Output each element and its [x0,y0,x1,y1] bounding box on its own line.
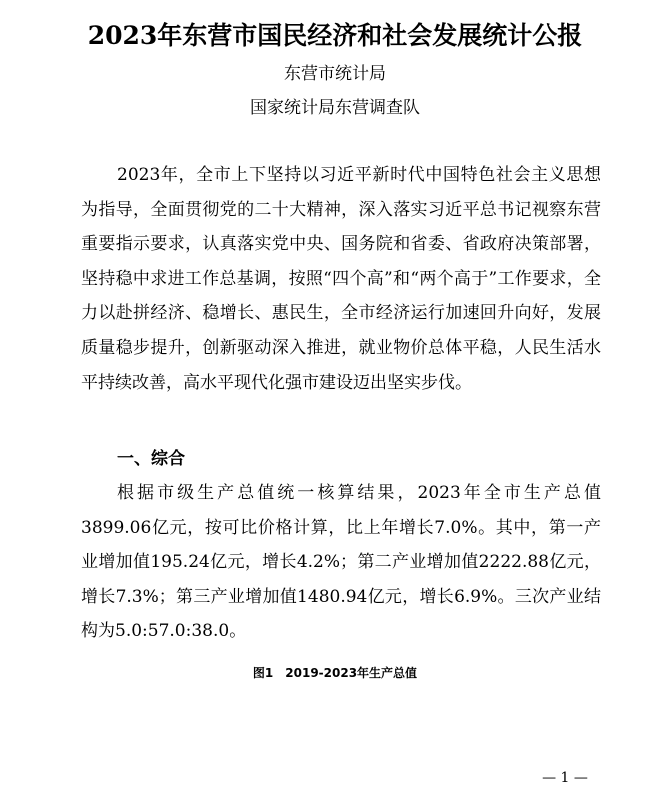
section-heading-overview: 一、综合 [117,449,185,469]
report-title: 2023年东营市国民经济和社会发展统计公报 [87,21,583,50]
figure-caption: 图1 2019-2023年生产总值 [252,666,418,680]
page-number: — 1 — [542,770,588,786]
section-paragraph-overview: 根据市级生产总值统一核算结果，2023年全市生产总值3899.06亿元，按可比价格计算，比上年增长7.0%。其中，第一产业增加值195.24亿元，增长4.2%；第二产业增加值2222.88亿元，增长7.3%；第三产业增加值1480.94亿元，增长6.9%。三次产业结构为5.0:57.0:38.0。 [81,483,601,642]
issuer-statistics-bureau: 东营市统计局 [284,64,386,84]
intro-paragraph: 2023年，全市上下坚持以习近平新时代中国特色社会主义思想为指导，全面贯彻党的二十大精神，深入落实习近平总书记视察东营重要指示要求，认真落实党中央、国务院和省委、省政府决策部署，坚持稳中求进工作总基调，按照“四个高”和“两个高于”工作要求，全力以赴拼经济、稳增长、惠民生，全市经济运行加速回升向好，发展质量稳步提升，创新驱动深入推进，就业物价总体平稳，人民生活水平持续改善，高水平现代化强市建设迈出坚实步伐。 [81,165,601,393]
issuer-survey-team: 国家统计局东营调查队 [250,98,420,118]
